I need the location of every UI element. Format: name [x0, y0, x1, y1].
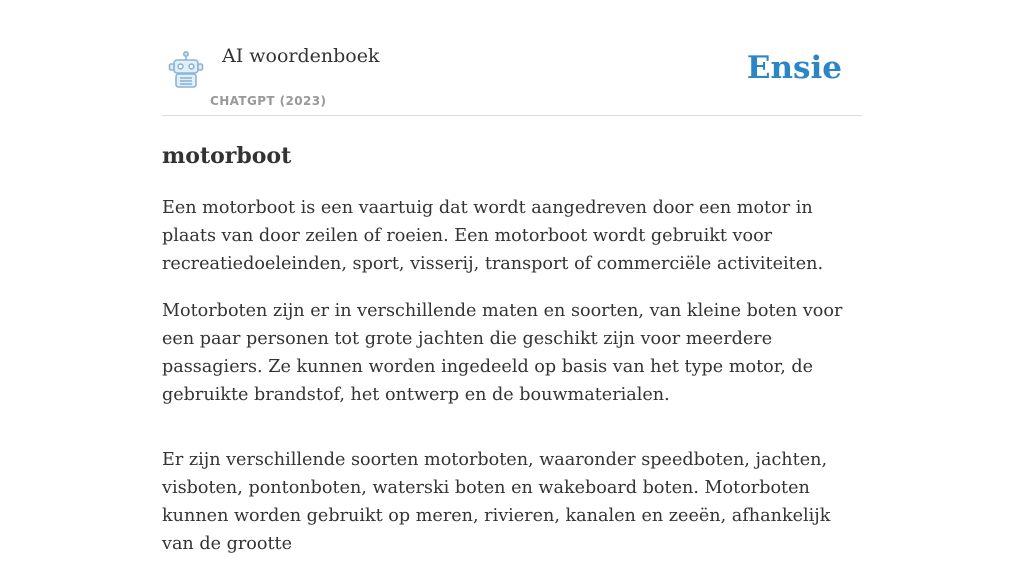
brand-logo-link[interactable]: Ensie: [746, 50, 842, 86]
source-subtitle: CHATGPT (2023): [210, 94, 327, 108]
definition-paragraph: Motorboten zijn er in verschillende maten en soorten, van kleine boten voor een paar personen tot grote jachten die geschikt zijn voor meerdere passagiers. Ze kunnen worden ingedeeld op basis van het type motor, de gebruikte brandstof, het ontwerp en de bouwmaterialen.: [162, 301, 843, 405]
entry-definition: [162, 194, 862, 558]
definition-paragraph: Er zijn verschillende soorten motorboten, waaronder speedboten, jachten, visboten, pontonboten, waterski boten en wakeboard boten. Motorboten kunnen worden gebruikt op meren, rivieren, kanalen en zeeën, afhankelijk van de grootte: [162, 450, 831, 554]
definition-paragraph: Een motorboot is een vaartuig dat wordt aangedreven door een motor in plaats van door zeilen of roeien. Een motorboot wordt gebruikt voor recreatiedoeleinden, sport, visserij, transport of commerciële activiteiten.: [162, 198, 824, 274]
robot-icon: [166, 50, 206, 90]
source-title: AI woordenboek: [222, 45, 380, 67]
entry-term: motorboot: [162, 143, 292, 169]
content-container: [162, 0, 862, 577]
source-header: [162, 0, 862, 116]
